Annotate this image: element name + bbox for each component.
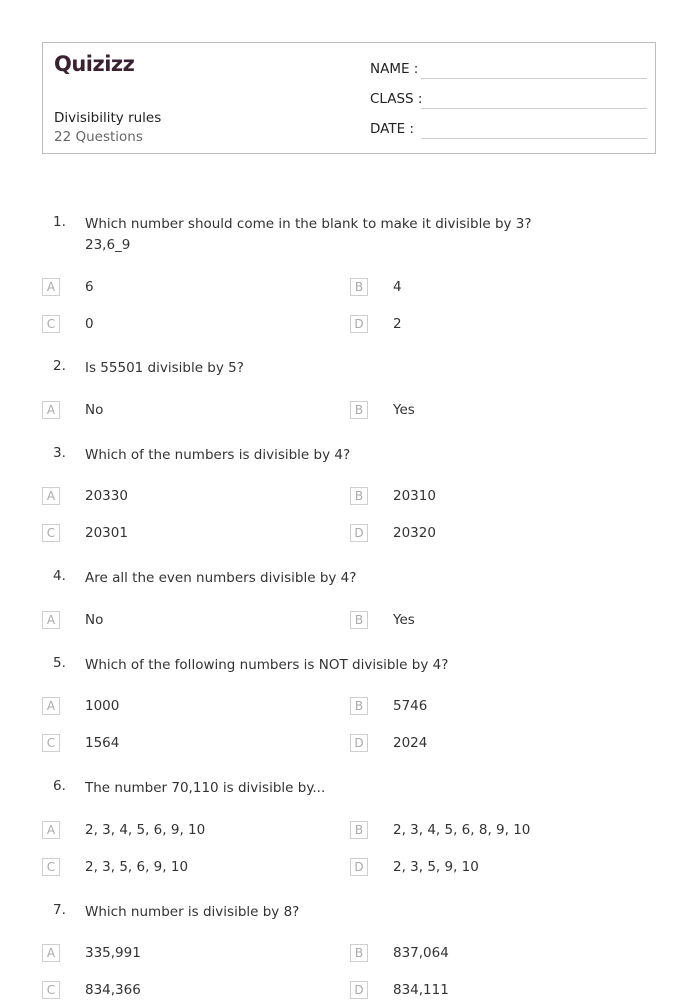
option-text: 335,991 <box>85 945 141 961</box>
option-text: No <box>85 612 104 628</box>
option-letter-box: D <box>350 734 368 752</box>
question-number: 4. <box>53 568 66 584</box>
question-number: 2. <box>53 358 66 374</box>
question-number: 1. <box>53 214 66 230</box>
name-label: NAME : <box>370 61 419 77</box>
question-number: 6. <box>53 778 66 794</box>
question-number: 7. <box>53 902 66 918</box>
question-count: 22 Questions <box>54 129 143 145</box>
option-letter-box: C <box>42 858 60 876</box>
question-text: Which number should come in the blank to make it divisible by 3? 23,6_9 <box>85 216 532 253</box>
date-field <box>370 121 647 141</box>
question-text: Is 55501 divisible by 5? <box>85 360 244 376</box>
option-text: 0 <box>85 316 94 332</box>
option-text: 2, 3, 4, 5, 6, 8, 9, 10 <box>393 822 531 838</box>
option-letter-box: D <box>350 524 368 542</box>
option-text: 1000 <box>85 698 120 714</box>
question-number: 3. <box>53 445 66 461</box>
option-text: 837,064 <box>393 945 449 961</box>
date-line <box>421 138 647 139</box>
option-text: 20310 <box>393 488 436 504</box>
option-letter-box: B <box>350 944 368 962</box>
option-letter-box: B <box>350 278 368 296</box>
question-text: Which of the following numbers is NOT divisible by 4? <box>85 657 449 673</box>
question-number: 5. <box>53 655 66 671</box>
option-letter-box: C <box>42 315 60 333</box>
question-text: Which number is divisible by 8? <box>85 904 300 920</box>
option-text: Yes <box>393 612 415 628</box>
worksheet-title: Divisibility rules <box>54 110 162 126</box>
option-text: 834,111 <box>393 982 449 998</box>
question-text: The number 70,110 is divisible by... <box>85 780 326 796</box>
option-text: 6 <box>85 279 94 295</box>
option-text: 2024 <box>393 735 428 751</box>
option-letter-box: D <box>350 858 368 876</box>
option-text: No <box>85 402 104 418</box>
option-letter-box: A <box>42 487 60 505</box>
option-letter-box: A <box>42 697 60 715</box>
option-letter-box: B <box>350 401 368 419</box>
option-text: 20301 <box>85 525 128 541</box>
option-text: 20330 <box>85 488 128 504</box>
class-field <box>370 91 647 111</box>
option-letter-box: A <box>42 278 60 296</box>
option-letter-box: C <box>42 524 60 542</box>
option-letter-box: D <box>350 981 368 999</box>
question-text: Which of the numbers is divisible by 4? <box>85 447 351 463</box>
option-text: 4 <box>393 279 402 295</box>
option-text: 834,366 <box>85 982 141 998</box>
option-letter-box: B <box>350 611 368 629</box>
class-label: CLASS : <box>370 91 423 107</box>
option-text: 2, 3, 4, 5, 6, 9, 10 <box>85 822 206 838</box>
option-text: Yes <box>393 402 415 418</box>
option-letter-box: B <box>350 487 368 505</box>
option-letter-box: A <box>42 611 60 629</box>
option-letter-box: A <box>42 821 60 839</box>
option-text: 2, 3, 5, 9, 10 <box>393 859 479 875</box>
name-field <box>370 61 647 81</box>
option-text: 5746 <box>393 698 428 714</box>
option-text: 20320 <box>393 525 436 541</box>
option-letter-box: D <box>350 315 368 333</box>
class-line <box>421 108 647 109</box>
option-letter-box: A <box>42 401 60 419</box>
worksheet-header <box>42 42 656 154</box>
option-text: 2, 3, 5, 6, 9, 10 <box>85 859 189 875</box>
name-line <box>421 78 647 79</box>
option-letter-box: C <box>42 734 60 752</box>
option-letter-box: A <box>42 944 60 962</box>
quizizz-logo: Quizizz <box>54 52 135 76</box>
option-letter-box: B <box>350 697 368 715</box>
question-text: Are all the even numbers divisible by 4? <box>85 570 357 586</box>
option-text: 1564 <box>85 735 120 751</box>
option-letter-box: C <box>42 981 60 999</box>
option-letter-box: B <box>350 821 368 839</box>
option-text: 2 <box>393 316 402 332</box>
date-label: DATE : <box>370 121 414 137</box>
